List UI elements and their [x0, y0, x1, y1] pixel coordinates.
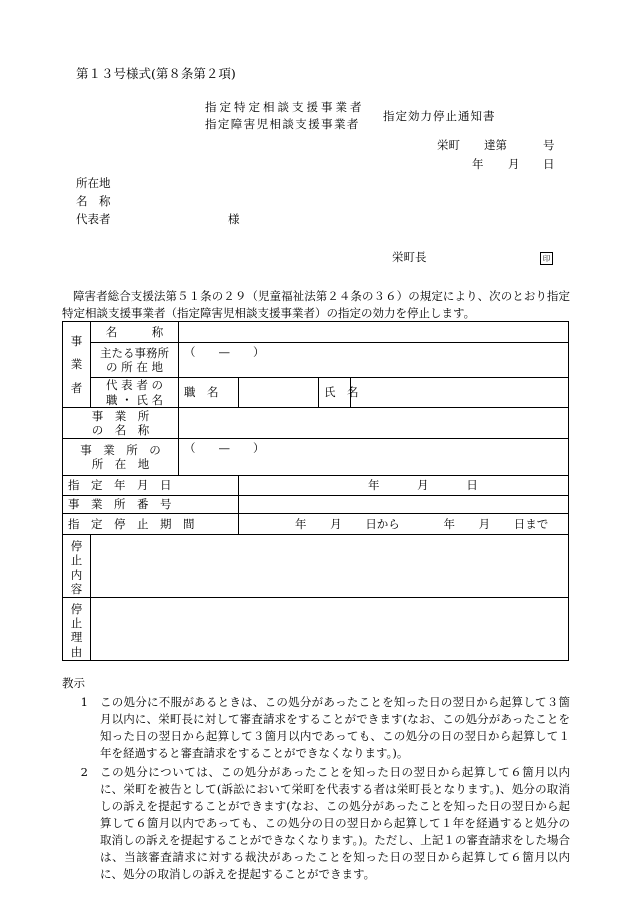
document-title: 指定効力停止通知書: [383, 109, 496, 123]
row-suspension-content: [63, 535, 569, 598]
business-name-field[interactable]: [179, 322, 569, 343]
suspension-period-field[interactable]: [239, 514, 569, 535]
office-location-field[interactable]: [179, 439, 569, 476]
main-office-label-line-1: 主たる事務所: [100, 345, 169, 360]
office-location-label-line-2: 所 在 地: [91, 457, 150, 471]
representative-label-line-2: 職 ・ 氏 名: [106, 392, 163, 407]
date-day: 日: [543, 157, 555, 171]
designation-year: 年: [368, 478, 380, 493]
office-name-label-line-1: 事 業 所: [91, 408, 150, 423]
office-name-label: [63, 408, 179, 439]
rep-person-field[interactable]: [351, 378, 569, 408]
instruction-item-2: [62, 764, 570, 883]
rep-person-label: 氏 名: [319, 378, 351, 408]
recipient-rep-label: 代表者: [76, 212, 111, 226]
recipient-honorific: 様: [228, 212, 240, 226]
rep-title-field[interactable]: [239, 378, 319, 408]
seal-stamp: 印: [540, 252, 553, 265]
content-label-char-1: 停: [70, 539, 83, 553]
main-office-address-field[interactable]: [179, 343, 569, 378]
form-number: 第１３号様式(第８条第２項): [76, 66, 236, 81]
period-to-month: 月: [478, 516, 491, 531]
business-group-label-cell: [63, 322, 91, 408]
issuer-name: 栄町長: [392, 250, 427, 264]
reason-label-char-1: 停: [70, 601, 83, 616]
period-to-year: 年: [443, 516, 455, 531]
intro-paragraph: 障害者総合支援法第５１条の２９（児童福祉法第２４条の３６）の規定により、次のとおり指定特定相談支援事業者（指定障害児相談支援事業者）の指定の効力を停止します。: [62, 289, 570, 320]
row-office-location: [63, 439, 569, 476]
row-business-name: [63, 322, 569, 343]
content-label-char-2: 止: [70, 553, 83, 568]
reference-org: 栄町: [437, 138, 460, 152]
period-from-year: 年: [295, 516, 307, 531]
issuer-seal: [540, 250, 553, 265]
reason-label-char-4: 由: [70, 644, 83, 659]
row-suspension-period: [63, 514, 569, 535]
office-name-field[interactable]: [179, 408, 569, 439]
date-year: 年: [472, 157, 484, 171]
designation-day: 日: [466, 478, 478, 493]
office-location-postal: （ — ）: [184, 441, 265, 455]
title-line-2: 指定障害児相談支援事業者: [205, 117, 360, 131]
content-label-char-4: 容: [70, 582, 83, 597]
instruction-number-1: 1: [80, 695, 88, 710]
instruction-item-1: [62, 694, 570, 762]
suspension-period-label: 指 定 停 止 期 間: [63, 514, 239, 535]
suspension-content-label: [63, 535, 91, 598]
row-office-number: [63, 496, 569, 514]
period-to-day: 日まで: [513, 516, 549, 531]
office-location-label-line-1: 事 業 所 の: [80, 442, 161, 457]
reference-mid: 達第: [484, 138, 507, 152]
instruction-number-2: 2: [80, 765, 88, 780]
recipient-name-label: 名 称: [76, 194, 111, 208]
row-main-office: [63, 343, 569, 378]
office-name-label-line-2: の 名 称: [91, 423, 150, 437]
instruction-text-1: この処分に不服があるときは、この処分があったことを知った日の翌日から起算して３箇月以内に、栄町長に対して審査請求をすることができます(なお、この処分があったことを知った日の翌日から起算して３箇月以内であっても、この処分の日の翌日から起算して１年を経過すると審査請求をすることができなくなります。)。: [100, 695, 570, 761]
office-location-label: [63, 439, 179, 476]
instruction-text-2: この処分については、この処分があったことを知った日の翌日から起算して６箇月以内に、栄町を被告として(訴訟において栄町を代表する者は栄町長となります。)、処分の取消しの訴えを提起することができます(なお、この処分があったことを知った日の翌日から起算して６箇月以内であっても、この処分の日の翌日から起算して１年を経過すると処分の取消しの訴えを提起することができなくなります。)。ただし、上記１の審査請求をした場合は、当該審査請求に対する裁決があったことを知った日の翌日から起算して６箇月以内に、処分の取消しの訴えを提起することができます。: [100, 765, 570, 882]
rep-title-label: 職 名: [179, 378, 239, 408]
representative-label: [91, 378, 179, 408]
main-office-label: [91, 343, 179, 378]
row-office-name: [63, 408, 569, 439]
row-designation-date: [63, 476, 569, 496]
recipient-address-label: 所在地: [76, 176, 111, 190]
reason-label-char-2: 止: [70, 615, 83, 630]
reference-suffix: 号: [543, 138, 555, 152]
group-label-char-2: 業: [70, 357, 83, 372]
main-office-label-line-2: の 所 在 地: [106, 360, 163, 374]
instructions-section: [62, 675, 570, 883]
details-table: [62, 321, 569, 661]
designation-date-label: 指 定 年 月 日: [63, 476, 239, 496]
row-representative: [63, 378, 569, 408]
row-suspension-reason: [63, 597, 569, 660]
reason-label-char-3: 理: [70, 630, 83, 645]
group-label-char-3: 者: [70, 381, 83, 396]
suspension-reason-label: [63, 597, 91, 660]
main-office-postal: （ — ）: [184, 345, 265, 359]
designation-month: 月: [417, 478, 429, 493]
content-label-char-3: 内: [70, 567, 83, 582]
instructions-heading: 教示: [62, 676, 85, 690]
suspension-content-field[interactable]: [91, 535, 569, 598]
business-name-label: 名 称: [91, 322, 179, 343]
representative-label-line-1: 代 表 者 の: [106, 378, 163, 393]
designation-date-field[interactable]: [239, 476, 569, 496]
period-from-day: 日から: [365, 516, 400, 531]
period-from-month: 月: [330, 516, 342, 531]
title-line-1: 指定特定相談支援事業者: [205, 100, 365, 114]
suspension-reason-field[interactable]: [91, 597, 569, 660]
office-number-label: 事 業 所 番 号: [63, 496, 239, 514]
date-month: 月: [508, 157, 520, 171]
group-label-char-1: 事: [70, 333, 83, 348]
office-number-field[interactable]: [239, 496, 569, 514]
